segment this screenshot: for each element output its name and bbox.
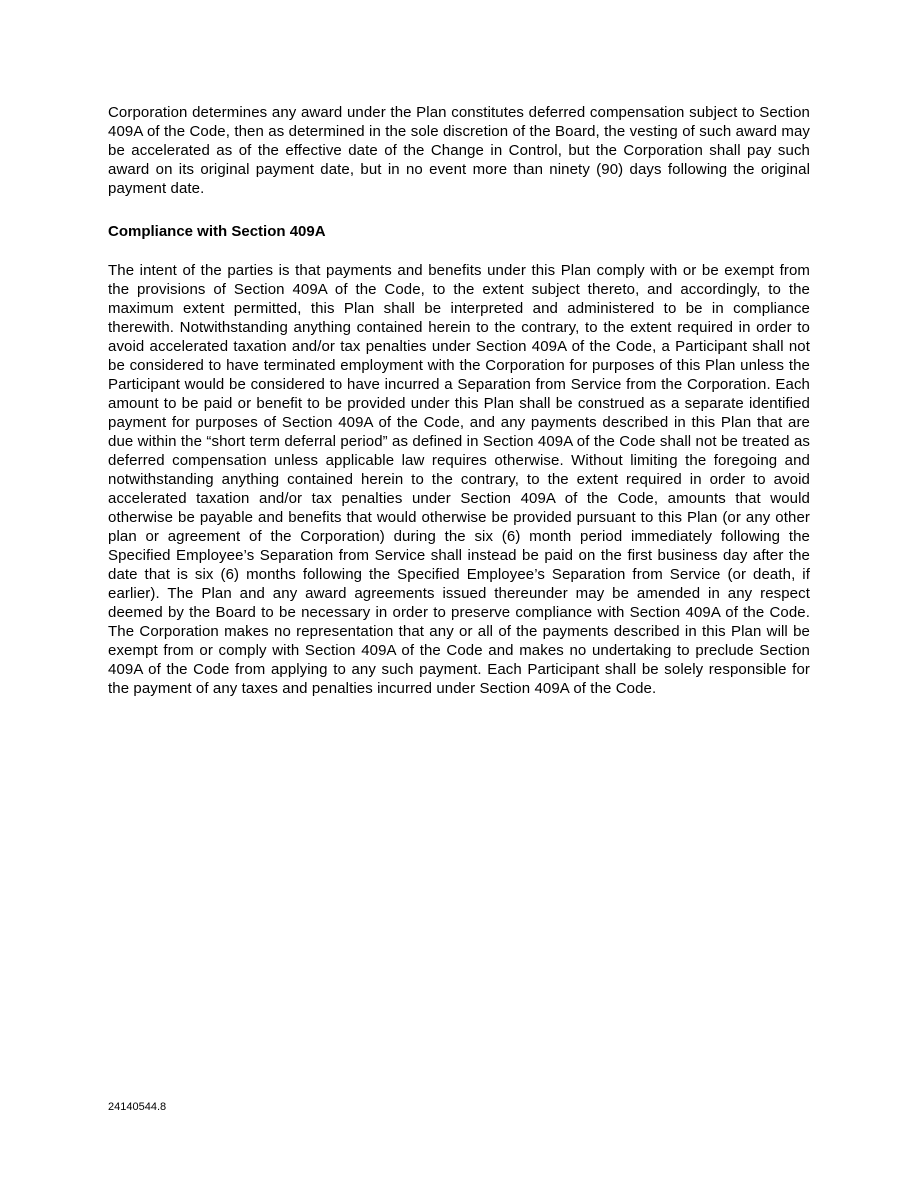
section-heading-compliance-409a: Compliance with Section 409A (108, 223, 326, 240)
document-number: 24140544.8 (108, 1101, 167, 1113)
paragraph-change-in-control-payment: Corporation determines any award under the Plan constitutes deferred compensation subject to Section 409A of the Code, then as determined in the sole discretion of the Board, the vesting of such award may be accelerated as of the effective date of the Change in Control, but the Corporation shall pay such award on its original payment date, but in no event more than ninety (90) days following the original payment date. (108, 104, 810, 197)
paragraph-409a-compliance: The intent of the parties is that payments and benefits under this Plan comply with or be exempt from the provisions of Section 409A of the Code, to the extent subject thereto, and accordingly, to the maximum extent permitted, this Plan shall be interpreted and administered to be in compliance therewith. Notwithstanding anything contained herein to the contrary, to the extent required in order to avoid accelerated taxation and/or tax penalties under Section 409A of the Code, a Participant shall not be considered to have terminated employment with the Corporation for purposes of this Plan unless the Participant would be considered to have incurred a Separation from Service from the Corporation. Each amount to be paid or benefit to be provided under this Plan shall be construed as a separate identified payment for purposes of Section 409A of the Code, and any payments described in this Plan that are due within the “short term deferral period” as defined in Section 409A of the Code shall not be treated as deferred compensation unless applicable law requires otherwise. Without limiting the foregoing and notwithstanding anything contained herein to the contrary, to the extent required in order to avoid accelerated taxation and/or tax penalties under Section 409A of the Code, amounts that would otherwise be payable and benefits that would otherwise be provided pursuant to this Plan (or any other plan or agreement of the Corporation) during the six (6) month period immediately following the Specified Employee’s Separation from Service shall instead be paid on the first business day after the date that is six (6) months following the Specified Employee’s Separation from Service (or death, if earlier). The Plan and any award agreements issued thereunder may be amended in any respect deemed by the Board to be necessary in order to preserve compliance with Section 409A of the Code. The Corporation makes no representation that any or all of the payments described in this Plan will be exempt from or comply with Section 409A of the Code and makes no undertaking to preclude Section 409A of the Code from applying to any such payment. Each Participant shall be solely responsible for the payment of any taxes and penalties incurred under Section 409A of the Code. (108, 262, 810, 697)
document-body (108, 103, 810, 698)
